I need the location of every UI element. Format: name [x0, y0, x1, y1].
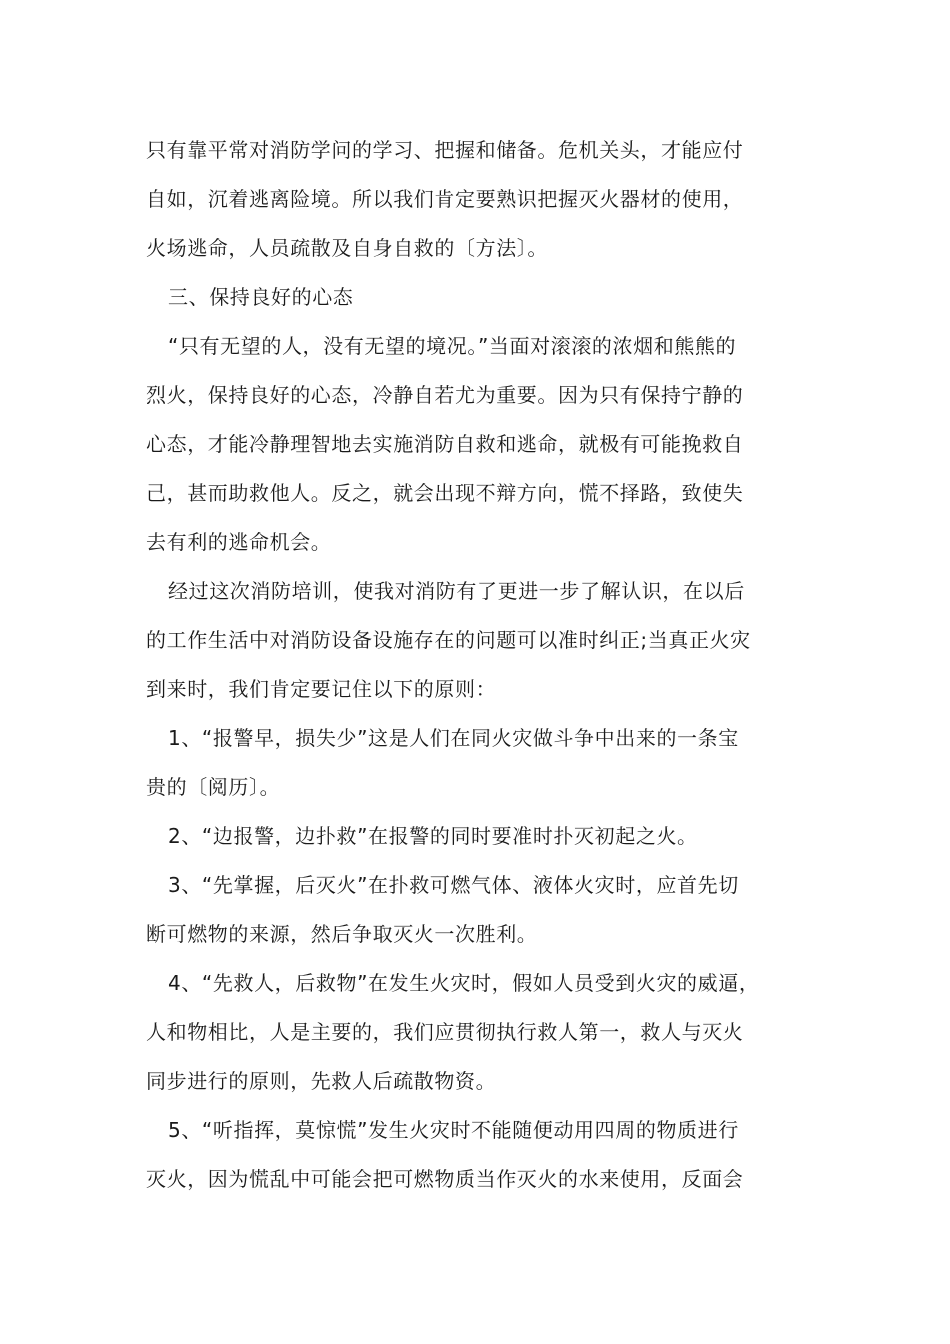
list-item-line: 同步进行的原则，先救人后疏散物资。	[146, 1069, 497, 1093]
paragraph-line: “只有无望的人，没有无望的境况。”当面对滚滚的浓烟和熊熊的	[168, 334, 737, 358]
paragraph-line: 己，甚而助救他人。反之，就会出现不辩方向，慌不择路，致使失	[146, 481, 744, 505]
paragraph-line: 烈火，保持良好的心态，冷静自若尤为重要。因为只有保持宁静的	[146, 383, 744, 407]
document-body	[146, 126, 816, 1204]
list-item-line: 5、“听指挥，莫惊慌”发生火灾时不能随便动用四周的物质进行	[168, 1118, 739, 1142]
list-item-line: 人和物相比，人是主要的，我们应贯彻执行救人第一，救人与灭火	[146, 1020, 744, 1044]
section-heading: 三、保持良好的心态	[168, 285, 354, 309]
list-item-line: 4、“先救人，后救物”在发生火灾时，假如人员受到火灾的威逼，	[168, 971, 760, 995]
paragraph-line: 只有靠平常对消防学问的学习、把握和储备。危机关头，才能应付	[146, 138, 744, 162]
paragraph-line: 去有利的逃命机会。	[146, 530, 332, 554]
paragraph-line: 经过这次消防培训，使我对消防有了更进一步了解认识，在以后	[168, 579, 745, 603]
list-item-line: 贵的〔阅历〕。	[146, 775, 281, 799]
paragraph-line: 火场逃命，人员疏散及自身自救的〔方法〕。	[146, 236, 548, 260]
paragraph-line: 心态，才能冷静理智地去实施消防自救和逃命，就极有可能挽救自	[146, 432, 744, 456]
list-item-line: 3、“先掌握，后灭火”在扑救可燃气体、液体火灾时，应首先切	[168, 873, 739, 897]
paragraph-line: 到来时，我们肯定要记住以下的原则：	[146, 677, 497, 701]
list-item-line: 2、“边报警，边扑救”在报警的同时要准时扑灭初起之火。	[168, 824, 698, 848]
list-item-line: 灭火，因为慌乱中可能会把可燃物质当作灭火的水来使用，反面会	[146, 1167, 744, 1191]
paragraph-line: 自如，沉着逃离险境。所以我们肯定要熟识把握灭火器材的使用，	[146, 187, 744, 211]
list-item-line: 1、“报警早，损失少”这是人们在同火灾做斗争中出来的一条宝	[168, 726, 739, 750]
list-item-line: 断可燃物的来源，然后争取灭火一次胜利。	[146, 922, 538, 946]
paragraph-line: 的工作生活中对消防设备设施存在的问题可以准时纠正;当真正火灾	[146, 628, 751, 652]
